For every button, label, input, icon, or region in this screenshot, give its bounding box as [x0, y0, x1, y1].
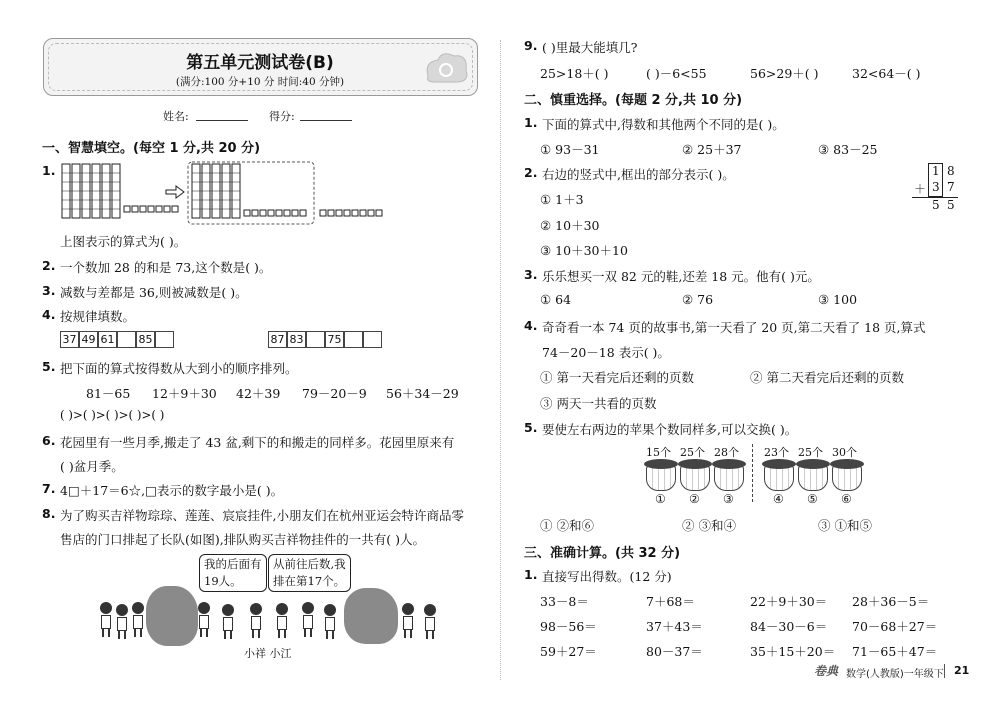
q5-expression: 42＋39 [236, 386, 281, 401]
basket-number: ④ [773, 492, 784, 506]
q5-order-blanks[interactable]: ( )>( )>( )>( )>( ) [60, 408, 165, 422]
child-figure-xiaojiang [276, 603, 288, 638]
footer-text: 数学(人教版)一年级下 [846, 669, 944, 680]
calc-item[interactable]: 7＋68＝ [646, 594, 695, 609]
s2q5-number: 5. [524, 420, 538, 435]
seq2-cell-blank[interactable] [363, 331, 382, 348]
bubble-right-line2: 排在第17个。 [273, 574, 346, 588]
child-figure [198, 602, 210, 637]
q6-number: 6. [42, 433, 56, 448]
apple-basket-icon [714, 465, 744, 491]
s2q1-number: 1. [524, 115, 538, 130]
illustration-caption: 小祥 小江 [244, 647, 292, 660]
s2q2-number: 2. [524, 165, 538, 180]
child-figure [402, 603, 414, 638]
calc-item[interactable]: 80－37＝ [646, 644, 703, 659]
basket-count-label: 30个 [832, 446, 857, 459]
q5-expression: 81－65 [86, 386, 131, 401]
apple-basket-icon [764, 465, 794, 491]
q3-number: 3. [42, 283, 56, 298]
q3-text: 减数与差都是 36,则被减数是( )。 [60, 285, 248, 300]
vertical-digit: 8 [947, 164, 955, 178]
seq2-cell-blank[interactable] [344, 331, 363, 348]
s2q2-option[interactable]: ③ 10＋30＋10 [540, 243, 628, 258]
footer-separator [944, 664, 945, 678]
child-figure [116, 604, 128, 639]
basket-number: ⑤ [807, 492, 818, 506]
child-figure [324, 604, 336, 639]
seq2-cell: 83 [287, 331, 306, 348]
q5-expression: 12＋9＋30 [152, 386, 217, 401]
s2q4-option[interactable]: ③ 两天一共看的页数 [540, 396, 657, 411]
column-divider [500, 40, 501, 680]
vertical-plus-sign: ＋ [914, 182, 927, 196]
s2q4-number: 4. [524, 318, 538, 333]
q9-item[interactable]: 25>18＋( ) [540, 66, 609, 81]
vertical-digit: 1 [932, 164, 940, 178]
s2q1-option[interactable]: ③ 83－25 [818, 142, 878, 157]
child-figure [302, 602, 314, 637]
q5-number: 5. [42, 359, 56, 374]
bubble-right-line1: 从前往后数,我 [273, 557, 346, 571]
s2q1-text: 下面的算式中,得数和其他两个不同的是( )。 [542, 117, 785, 132]
mascot-silhouette-left [146, 586, 198, 646]
s2q2-option[interactable]: ② 10＋30 [540, 218, 600, 233]
child-figure [100, 602, 112, 637]
speech-bubble-left [199, 554, 267, 592]
q9-item[interactable]: 32<64－( ) [852, 66, 921, 81]
basket-number: ① [655, 492, 666, 506]
s2q2-option[interactable]: ① 1＋3 [540, 192, 584, 207]
footer-brand-logo: 卷典 [814, 664, 839, 678]
calc-item[interactable]: 98－56＝ [540, 619, 597, 634]
q2-number: 2. [42, 258, 56, 273]
apple-basket-icon [680, 465, 710, 491]
bubble-left-line1: 我的后面有 [204, 557, 262, 571]
apple-basket-icon [798, 465, 828, 491]
q8-number: 8. [42, 506, 56, 521]
calc-item[interactable]: 37＋43＝ [646, 619, 703, 634]
page-title: 第五单元测试卷(B) [186, 53, 334, 73]
s2q4-line1: 奇奇看一本 74 页的故事书,第一天看了 20 页,第二天看了 18 页,算式 [542, 320, 926, 335]
basket-number: ② [689, 492, 700, 506]
seq1-cell: 49 [79, 331, 98, 348]
name-label: 姓名: [163, 110, 189, 123]
child-figure [424, 604, 436, 639]
s2q5-option[interactable]: ③ ①和⑤ [818, 518, 872, 533]
calc-item[interactable]: 59＋27＝ [540, 644, 597, 659]
q9-item[interactable]: 56>29＋( ) [750, 66, 819, 81]
s2q4-option[interactable]: ① 第一天看完后还剩的页数 [540, 370, 694, 385]
section-3-heading: 三、准确计算。(共 32 分) [524, 546, 681, 561]
s2q2-text: 右边的竖式中,框出的部分表示( )。 [542, 167, 735, 182]
q6-line2: ( )盆月季。 [60, 459, 124, 474]
seq1-cell: 37 [60, 331, 79, 348]
q9-text: ( )里最大能填几? [542, 40, 638, 55]
section-1-heading: 一、智慧填空。(每空 1 分,共 20 分) [42, 141, 261, 156]
s2q1-option[interactable]: ① 93－31 [540, 142, 600, 157]
bubble-left-line2: 19人。 [204, 574, 242, 588]
s2q3-option[interactable]: ③ 100 [818, 292, 858, 307]
q8-line1: 为了购买吉祥物琮琮、莲莲、宸宸挂件,小朋友们在杭州亚运会特许商品零 [60, 508, 464, 523]
seq2-cell: 75 [325, 331, 344, 348]
s3q1-text: 直接写出得数。(12 分) [542, 569, 672, 584]
q9-item[interactable]: ( )－6<55 [646, 66, 707, 81]
q8-line2: 售店的门口排起了长队(如图),排队购买吉祥物挂件的一共有( )人。 [60, 532, 425, 547]
child-figure-xiaoxiang [250, 603, 262, 638]
calc-item[interactable]: 28＋36－5＝ [852, 594, 930, 609]
score-field[interactable] [300, 120, 352, 121]
q4-text: 按规律填数。 [60, 309, 136, 324]
child-figure [222, 604, 234, 639]
cloud-decoration-icon [420, 48, 472, 88]
counting-blocks-figure [60, 160, 392, 228]
vertical-digit: 5 [932, 198, 940, 212]
vertical-digit: 7 [947, 180, 955, 194]
basket-count-label: 25个 [680, 446, 705, 459]
s2q5-text: 要使左右两边的苹果个数同样多,可以交换( )。 [542, 422, 798, 437]
q4-number: 4. [42, 307, 56, 322]
calc-item[interactable]: 70－68＋27＝ [852, 619, 938, 634]
basket-number: ⑥ [841, 492, 852, 506]
apple-basket-icon [832, 465, 862, 491]
q1-text: 上图表示的算式为( )。 [60, 234, 187, 249]
s2q3-number: 3. [524, 267, 538, 282]
q9-number: 9. [524, 38, 538, 53]
q6-line1: 花园里有一些月季,搬走了 43 盆,剩下的和搬走的同样多。花园里原来有 [60, 435, 455, 450]
page-number: 21 [954, 664, 970, 677]
s3q1-number: 1. [524, 567, 538, 582]
s2q3-option[interactable]: ② 76 [682, 292, 714, 307]
basket-count-label: 25个 [798, 446, 823, 459]
s2q4-line2: 74－20－18 表示( )。 [542, 345, 670, 360]
calc-item[interactable]: 71－65＋47＝ [852, 644, 938, 659]
seq1-cell-blank[interactable] [155, 331, 174, 348]
s2q1-option[interactable]: ② 25＋37 [682, 142, 742, 157]
q5-expression: 56＋34－29 [386, 386, 459, 401]
basket-count-label: 23个 [764, 446, 789, 459]
basket-count-label: 15个 [646, 446, 671, 459]
page-subtitle: (满分:100 分+10 分 时间:40 分钟) [175, 76, 345, 88]
s2q4-option[interactable]: ② 第二天看完后还剩的页数 [750, 370, 904, 385]
s2q5-option[interactable]: ① ②和⑥ [540, 518, 594, 533]
s2q3-text: 乐乐想买一双 82 元的鞋,还差 18 元。他有( )元。 [542, 269, 820, 284]
apple-basket-icon [646, 465, 676, 491]
seq2-cell: 87 [268, 331, 287, 348]
child-figure [132, 602, 144, 637]
name-field[interactable] [196, 120, 248, 121]
seq1-cell: 85 [136, 331, 155, 348]
calc-item[interactable]: 35＋15＋20＝ [750, 644, 836, 659]
mascot-silhouette-right [344, 588, 398, 644]
vertical-digit: 3 [932, 180, 940, 194]
speech-bubble-right [268, 554, 351, 592]
q5-expression: 79－20－9 [302, 386, 367, 401]
calc-item[interactable]: 33－8＝ [540, 594, 589, 609]
section-2-heading: 二、慎重选择。(每题 2 分,共 10 分) [524, 93, 743, 108]
q5-text: 把下面的算式按得数从大到小的顺序排列。 [60, 361, 298, 376]
seq1-cell-blank[interactable] [117, 331, 136, 348]
basket-divider [752, 444, 753, 502]
seq2-cell-blank[interactable] [306, 331, 325, 348]
calc-item[interactable]: 84－30－6＝ [750, 619, 828, 634]
s2q3-option[interactable]: ① 64 [540, 292, 572, 307]
s2q5-option[interactable]: ② ③和④ [682, 518, 736, 533]
q7-number: 7. [42, 481, 56, 496]
basket-count-label: 28个 [714, 446, 739, 459]
vertical-digit: 5 [947, 198, 955, 212]
seq1-cell: 61 [98, 331, 117, 348]
score-label: 得分: [269, 110, 295, 123]
q7-text: 4□＋17＝6☆,□表示的数字最小是( )。 [60, 483, 284, 498]
basket-number: ③ [723, 492, 734, 506]
q1-number: 1. [42, 163, 56, 178]
calc-item[interactable]: 22＋9＋30＝ [750, 594, 828, 609]
q2-text: 一个数加 28 的和是 73,这个数是( )。 [60, 260, 272, 275]
